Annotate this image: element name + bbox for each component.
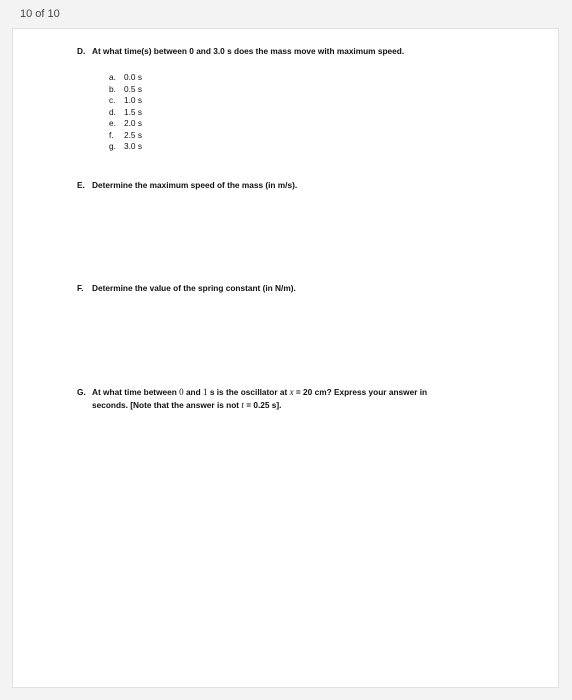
page-counter: 10 of 10 (20, 8, 60, 20)
question-g-num-0: 0 (179, 387, 184, 397)
option-b-letter: b. (109, 83, 116, 94)
option-c-letter: c. (109, 95, 116, 105)
option-a-letter: a. (109, 72, 116, 82)
option-e-value: 2.0 s (124, 118, 142, 128)
question-d-text: At what time(s) between 0 and 3.0 s does the mass move with maximum speed. (92, 46, 405, 56)
option-g-value: 3.0 s (124, 141, 142, 151)
option-a-value: 0.0 s (124, 72, 142, 82)
option-b-value: 0.5 s (124, 83, 142, 94)
option-f (109, 130, 142, 142)
option-d-value: 1.5 s (124, 106, 142, 117)
question-d (77, 45, 497, 58)
question-e-letter: E. (77, 180, 85, 190)
question-g-text-4: = 20 cm? Express your answer in (293, 387, 428, 397)
option-g (109, 141, 142, 153)
option-e (109, 118, 142, 130)
question-g-text-3: s is the oscillator at (207, 387, 290, 397)
question-g-var-x: x (289, 387, 294, 397)
option-d (109, 107, 142, 119)
question-g-text-6: = 0.25 s]. (243, 400, 282, 410)
question-g-text-2: and (183, 387, 204, 397)
question-d-options (109, 72, 142, 153)
option-f-letter: f. (109, 129, 114, 140)
question-g-var-t: t (241, 400, 244, 410)
question-e (77, 179, 497, 192)
question-f-letter: F. (77, 283, 84, 293)
question-g (77, 386, 497, 412)
document-page (12, 28, 559, 688)
option-b (109, 84, 142, 96)
question-e-text: Determine the maximum speed of the mass (in m/s). (92, 180, 298, 190)
question-f (77, 282, 497, 295)
question-g-line-1 (77, 386, 497, 399)
option-d-letter: d. (109, 106, 116, 117)
question-f-text: Determine the value of the spring constant (in N/m). (92, 283, 296, 293)
question-g-letter: G. (77, 387, 86, 397)
question-d-letter: D. (77, 46, 86, 56)
question-g-text-1: At what time between (92, 387, 180, 397)
option-c (109, 95, 142, 107)
option-g-letter: g. (109, 141, 116, 151)
question-g-num-1: 1 (203, 387, 208, 397)
option-e-letter: e. (109, 118, 116, 128)
question-g-line-2 (77, 399, 497, 412)
option-c-value: 1.0 s (124, 95, 142, 105)
question-g-text-5: seconds. [Note that the answer is not (92, 400, 242, 410)
option-f-value: 2.5 s (124, 129, 142, 140)
option-a (109, 72, 142, 84)
